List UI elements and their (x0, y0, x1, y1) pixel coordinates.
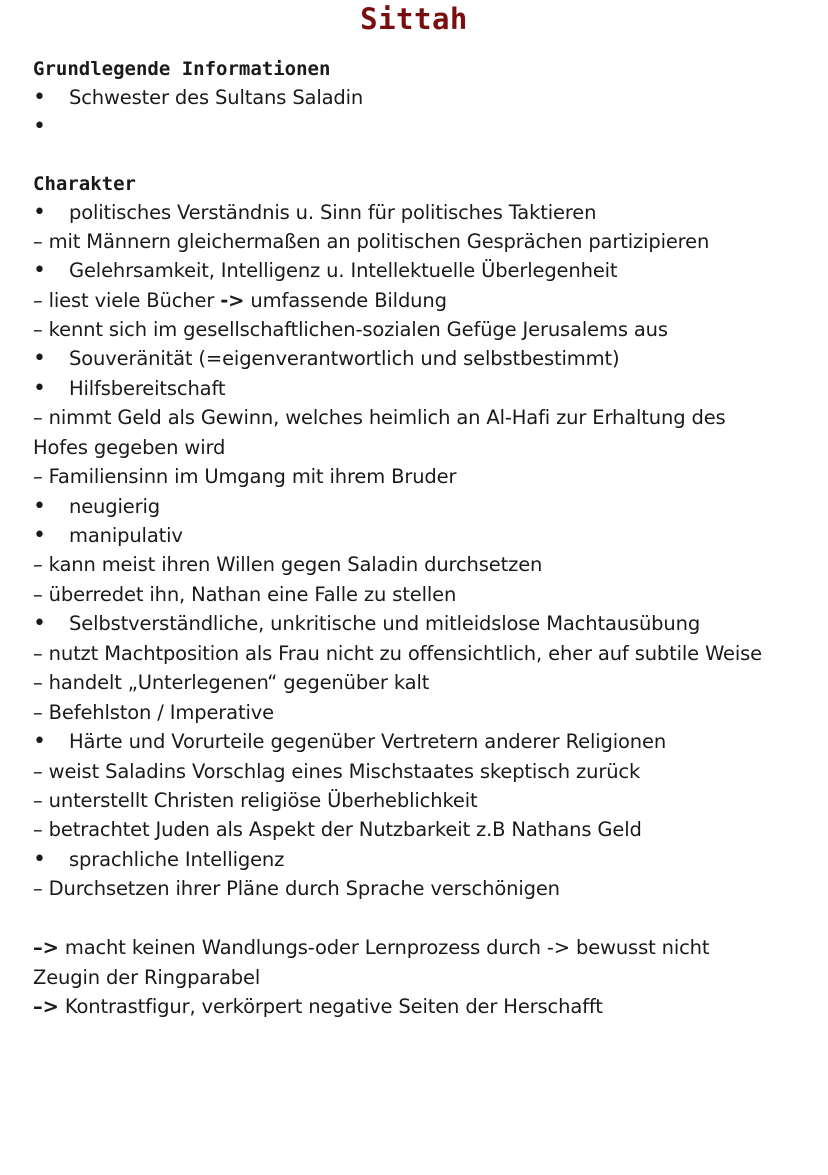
list-item: – unterstellt Christen religiöse Überheblichkeit (33, 789, 478, 812)
list-item: – mit Männern gleichermaßen an politischen Gesprächen partizipieren (33, 230, 710, 253)
list-item: • Selbstverständliche, unkritische und mitleidslose Machtausübung (33, 609, 808, 639)
list-item: Hofes gegeben wird (33, 436, 226, 459)
list-item: – nimmt Geld als Gewinn, welches heimlich an Al-Hafi zur Erhaltung des (33, 406, 726, 429)
list-item: • Souveränität (=eigenverantwortlich und selbstbestimmt) (33, 344, 808, 374)
list-item: – handelt „Unterlegenen“ gegenüber kalt (33, 671, 430, 694)
list-item: – betrachtet Juden als Aspekt der Nutzbarkeit z.B Nathans Geld (33, 818, 642, 841)
list-item: • neugierig (33, 492, 808, 522)
list-item: – kennt sich im gesellschaftlichen-sozialen Gefüge Jerusalems aus (33, 318, 668, 341)
conclusion-line-1: –> macht keinen Wandlungs-oder Lernprozess durch -> bewusst nicht (33, 936, 710, 959)
list-item: – Familiensinn im Umgang mit ihrem Bruder (33, 465, 457, 488)
list-item: • Härte und Vorurteile gegenüber Vertretern anderer Religionen (33, 727, 808, 757)
conclusion-line-2: Zeugin der Ringparabel (33, 966, 261, 989)
list-item: • politisches Verständnis u. Sinn für politisches Taktieren (33, 198, 808, 228)
list-item: – überredet ihn, Nathan eine Falle zu stellen (33, 583, 457, 606)
list-item: • Hilfsbereitschaft (33, 374, 808, 404)
list-item: – Befehlston / Imperative (33, 701, 274, 724)
list-item: • sprachliche Intelligenz (33, 845, 808, 875)
list-item: – kann meist ihren Willen gegen Saladin durchsetzen (33, 553, 543, 576)
list-item: • manipulativ (33, 521, 808, 551)
section-heading-info: Grundlegende Informationen (33, 58, 331, 80)
section-heading-character: Charakter (33, 173, 136, 195)
list-item: – Durchsetzen ihrer Pläne durch Sprache verschönigen (33, 877, 560, 900)
list-item: – liest viele Bücher -> umfassende Bildung (33, 289, 447, 312)
list-item: • Gelehrsamkeit, Intelligenz u. Intellektuelle Überlegenheit (33, 256, 808, 286)
list-item: – weist Saladins Vorschlag eines Mischstaates skeptisch zurück (33, 760, 641, 783)
info-bullet-1: • Schwester des Sultans Saladin (33, 83, 808, 113)
list-item: – nutzt Machtposition als Frau nicht zu offensichtlich, eher auf subtile Weise (33, 642, 763, 665)
page-title: Sittah (360, 2, 468, 36)
conclusion-line-3: –> Kontrastfigur, verkörpert negative Seiten der Herschafft (33, 995, 603, 1018)
